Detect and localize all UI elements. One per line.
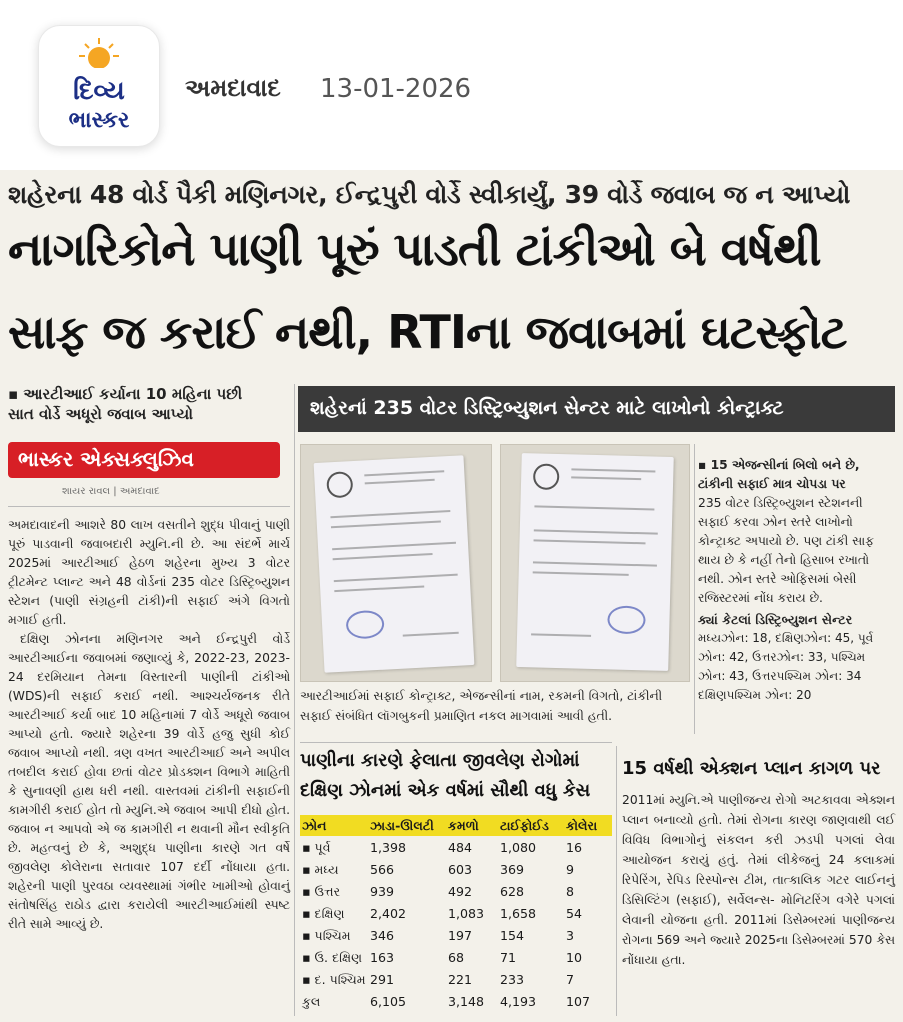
table-row xyxy=(300,925,612,946)
table-cell: 107 xyxy=(566,994,591,1009)
byline: શાયર રાવલ | અમદાવાદ xyxy=(62,486,160,497)
table-row xyxy=(300,881,612,902)
table-cell: 628 xyxy=(500,884,525,899)
header-date: 13-01-2026 xyxy=(320,74,472,104)
table-cell: 492 xyxy=(448,884,473,899)
table-row xyxy=(300,969,612,990)
column-divider xyxy=(294,384,295,1016)
table-cell: 154 xyxy=(500,928,525,943)
table-cell: 346 xyxy=(370,928,395,943)
table-cell: 939 xyxy=(370,884,395,899)
rti-document-photo-1 xyxy=(300,444,492,682)
table-row xyxy=(300,837,612,858)
column-divider xyxy=(616,746,617,1016)
table-cell: 566 xyxy=(370,862,395,877)
article-kicker: શહેરના 48 વોર્ડ પૈકી મણિનગર, ઈન્દ્રપુરી વોર્ડે સ્વીકાર્યું, 39 વોર્ડે જવાબ જ ન આપ્યો xyxy=(8,180,851,209)
table-cell: 6,105 xyxy=(370,994,407,1009)
table-row xyxy=(300,947,612,968)
table-cell: 2,402 xyxy=(370,906,407,921)
subheading-line2: સાત વોર્ડે અધૂરો જવાબ આપ્યો xyxy=(8,405,193,423)
divider xyxy=(300,742,612,743)
logo-text-line2: ભાસ્કર xyxy=(68,108,130,133)
table-cell: ▪ ઉ. દક્ષિણ xyxy=(302,950,363,965)
table-header-cell: કોલેરા xyxy=(566,818,598,833)
table-cell: 9 xyxy=(566,862,575,877)
divider xyxy=(8,506,290,507)
headline-line1: નાગરિકોને પાણી પૂરું પાડતી ટાંકીઓ બે વર્ષથી xyxy=(8,222,821,276)
table-cell: ▪ પશ્ચિમ xyxy=(302,928,351,943)
table-cell: ▪ ઉત્તર xyxy=(302,884,341,899)
table-cell: 369 xyxy=(500,862,525,877)
sidebar-agencies xyxy=(698,456,895,705)
table-cell: ▪ દક્ષિણ xyxy=(302,906,345,921)
table-cell: 603 xyxy=(448,862,473,877)
table-cell: 71 xyxy=(500,950,517,965)
subheading-left xyxy=(8,384,298,424)
section-banner: શહેરનાં 235 વોટર ડિસ્ટ્રિબ્યુશન સેન્ટર માટે લાખોનો કોન્ટ્રાક્ટ xyxy=(298,386,895,432)
body-paragraph-1: અમદાવાદની આશરે 80 લાખ વસતીને શુદ્ધ પીવાનું પાણી પૂરું પાડવાની જવાબદારી મ્યુનિ.ની છે. આ સંદર્ભે માર્ચ 2025માં આરટીઆઈ હેઠળ શહેરના મુખ્ય 3 વોટર ટ્રીટમેન્ટ પ્લાન્ટ અને 48 વોર્ડનાં 235 વોટર ડિસ્ટ્રિબ્યુશન સ્ટેશન (પાણી સંગ્રહની ટાંકી)ની સફાઈ અંગે વિગતો મગાઈ હતી. xyxy=(8,518,290,627)
table-cell: 3,148 xyxy=(448,994,485,1009)
table-heading-line2: દક્ષિણ ઝોનમાં એક વર્ષમાં સૌથી વધુ કેસ xyxy=(300,780,591,801)
table-cell: 291 xyxy=(370,972,395,987)
rti-document-photo-2 xyxy=(500,444,690,682)
subheading-line1: ▪ આરટીઆઈ કર્યાના 10 મહિના પછી xyxy=(8,385,243,403)
zones-list: મધ્યઝોન: 18, દક્ષિણઝોન: 45, પૂર્વ ઝોન: 42, ઉત્તરઝોન: 33, પશ્ચિમ ઝોન: 43, ઉત્તરપશ્ચિમ ઝોન: 34 દક્ષિણપશ્ચિમ ઝોન: 20 xyxy=(698,631,874,702)
column-divider xyxy=(694,444,695,734)
table-cell: 1,080 xyxy=(500,840,537,855)
table-cell: 54 xyxy=(566,906,583,921)
logo-text-line1: દિવ્ય xyxy=(73,76,125,106)
sun-icon xyxy=(77,38,121,72)
table-cell: કુલ xyxy=(302,994,321,1009)
table-header-cell: ઝાડા-ઊલટી xyxy=(370,818,434,833)
table-cell: 10 xyxy=(566,950,583,965)
table-cell: 197 xyxy=(448,928,473,943)
table-header-cell: ઝોન xyxy=(302,818,327,833)
exclusive-tag: ભાસ્કર એક્સક્લુઝિવ xyxy=(8,442,280,478)
article-body-left xyxy=(8,516,290,934)
table-cell: ▪ મધ્ય xyxy=(302,862,339,877)
table-header-cell: ટાઈફોઈડ xyxy=(500,818,549,833)
table-cell: 233 xyxy=(500,972,525,987)
table-cell: 1,083 xyxy=(448,906,485,921)
action-plan-heading: 15 વર્ષથી એક્શન પ્લાન કાગળ પર xyxy=(622,758,881,779)
zones-title: ક્યાં કેટલાં ડિસ્ટ્રિબ્યુશન સેન્ટર xyxy=(698,612,853,627)
body-paragraph-2: દક્ષિણ ઝોનના મણિનગર અને ઈન્દ્રપુરી વોર્ડે આરટીઆઈના જવાબમાં જણાવ્યું કે, 2022-23, 2023-24 દરમિયાન તેમના વિસ્તારની પાણીની ટાંકીઓ (WDS)ની સફાઈ કરાઈ નથી. આશ્ચર્યજનક રીતે આરટીઆઈ કર્યા બાદ 10 મહિનામાં 7 વોર્ડે અધૂરો જવાબ આપ્યો હતો. જ્યારે શહેરના 39 વોર્ડે હજુ સુધી કોઈ જવાબ આપ્યો નથી. ત્રણ વખત આરટીઆઈ અને અપીલ તબદીલ કરાઈ હોવા છતાં વોટર પ્રોડક્શન વિભાગે માહિતી કે સુનાવણી હાથ ધરી નથી. વાસ્તવમાં ટાંકીની સફાઈની કામગીરી કરાઈ હોત તો મ્યુનિ.એ જવાબ આપી દીધો હોત. જવાબ ન આપવો એ જ કામગીરી ન થવાની મૌન સ્વીકૃતિ છે. મહત્વનું છે કે, અશુદ્ધ પાણીના કારણે ગત વર્ષે જીવલેણ કોલેરાના સતાવાર 107 દર્દી નોંધાયા હતા. શહેરની પાણી પુરવઠા વ્યવસ્થામાં ગંભીર ખામીઓ હોવાનું સંતોષસિંહ રાઠોડ દ્વારા કરાયેલી આરટીઆઈમાંથી સ્પષ્ટ રીતે સામે આવ્યું છે. xyxy=(8,632,290,931)
newspaper-clipping xyxy=(0,170,903,1022)
table-row xyxy=(300,859,612,880)
table-cell: 163 xyxy=(370,950,395,965)
table-cell: 221 xyxy=(448,972,473,987)
app-header xyxy=(0,0,903,168)
table-cell: ▪ પૂર્વ xyxy=(302,840,331,855)
table-heading xyxy=(300,746,612,806)
table-header-row xyxy=(300,815,612,836)
table-heading-line1: પાણીના કારણે ફેલાતા જીવલેણ રોગોમાં xyxy=(300,750,580,771)
divya-bhaskar-logo[interactable] xyxy=(38,25,160,147)
photo-caption: આરટીઆઈમાં સફાઈ કોન્ટ્રાક્ટ, એજન્સીનાં નામ, રકમની વિગતો, ટાંકીની સફાઈ સંબંધિત લૉગબુકની પ્રમાણિત નકલ માગવામાં આવી હતી. xyxy=(300,689,663,723)
sidebar-body: 235 વોટર ડિસ્ટ્રિબ્યુશન સ્ટેશનની સફાઈ કરવા ઝોન સ્તરે લાખોનો કોન્ટ્રાક્ટ અપાયો છે. પણ ટાંકી સાફ થાય છે કે નહીં તેનો હિસાબ રખાતો નથી. ઝોન સ્તરે ઓફિસમાં બેસી રજિસ્ટરમાં નોંધ કરાય છે. xyxy=(698,496,874,605)
headline-line2: સાફ જ કરાઈ નથી, RTIના જવાબમાં ઘટસ્ફોટ xyxy=(8,305,847,359)
table-cell: 16 xyxy=(566,840,583,855)
table-total-row xyxy=(300,991,612,1012)
table-cell: 3 xyxy=(566,928,575,943)
table-cell: 7 xyxy=(566,972,575,987)
table-header-cell: કમળો xyxy=(448,818,479,833)
table-cell: 484 xyxy=(448,840,473,855)
table-cell: 4,193 xyxy=(500,994,537,1009)
table-row xyxy=(300,903,612,924)
sidebar-lead: ▪ 15 એજન્સીનાં બિલો બને છે, ટાંકીની સફાઈ માત્ર ચોપડા પર xyxy=(698,458,860,491)
table-cell: 8 xyxy=(566,884,575,899)
table-cell: 1,398 xyxy=(370,840,407,855)
table-cell: 1,658 xyxy=(500,906,537,921)
table-cell: ▪ દ. પશ્ચિમ xyxy=(302,972,366,987)
header-city: અમદાવાદ xyxy=(185,74,281,102)
table-cell: 68 xyxy=(448,950,465,965)
action-plan-body: 2011માં મ્યુનિ.એ પાણીજન્ય રોગો અટકાવવા એક્શન પ્લાન બનાવ્યો હતો. તેમાં રોગના કારણ જાણવાથી લઈ વિવિધ વિભાગોનું સંકલન કરી ઝડપી પગલાં લેવા આયોજન કરાયું હતું. તેમાં લીકેજનું 24 કલાકમાં રિપેરિંગ, રેપિડ રિસ્પોન્સ ટીમ, તાત્કાલિક ગટર લાઈનનું ડિસિલ્ટિંગ (સફાઈ), સર્વેલન્સ- મોનિટરિંગ વગેરે પગલાં લેવાની યોજના હતી. 2011માં ડિસેમ્બરમાં પાણીજન્ય રોગના 569 અને જ્યારે 2025ના ડિસેમ્બરમાં 570 કેસ નોંધાયા હતા. xyxy=(622,793,895,967)
